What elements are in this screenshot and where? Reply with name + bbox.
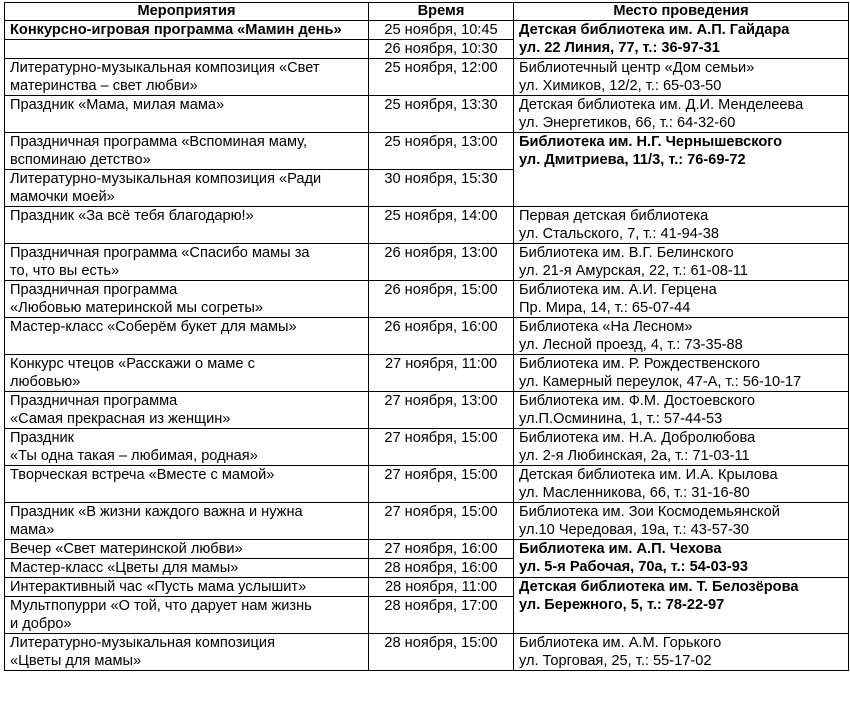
- event-cell: [5, 133, 369, 170]
- event-text: Конкурс чтецов «Расскажи о маме с: [10, 356, 255, 372]
- event-cell: [5, 96, 369, 133]
- table-row: [5, 429, 849, 466]
- table-row: [5, 355, 849, 392]
- time-cell: 25 ноября, 13:00: [369, 133, 514, 170]
- place-name: Библиотека им. Р. Рождественского: [519, 356, 761, 372]
- table-row: [5, 318, 849, 355]
- place-address: ул. Масленникова, 66, т.: 31-16-80: [519, 485, 750, 501]
- event-cell: [5, 597, 369, 634]
- table-row: [5, 540, 849, 559]
- event-cell: [5, 207, 369, 244]
- table-row: [5, 392, 849, 429]
- place-name: Детская библиотека им. Т. Белозёрова: [519, 579, 799, 595]
- place-address: ул. 2-я Любинская, 2а, т.: 71-03-11: [519, 448, 750, 464]
- place-name: Библиотека им. А.М. Горького: [519, 635, 722, 651]
- place-cell: [514, 318, 849, 355]
- place-name: Первая детская библиотека: [519, 208, 709, 224]
- place-cell: [514, 244, 849, 281]
- event-text: «Ты одна такая – любимая, родная»: [10, 448, 258, 464]
- place-address: ул. 21-я Амурская, 22, т.: 61-08-11: [519, 263, 748, 279]
- place-address: ул. Химиков, 12/2, т.: 65-03-50: [519, 78, 722, 94]
- place-cell: [514, 59, 849, 96]
- event-cell: [5, 170, 369, 207]
- time-cell: 26 ноября, 16:00: [369, 318, 514, 355]
- time-cell: 27 ноября, 15:00: [369, 466, 514, 503]
- event-cell: [5, 40, 369, 59]
- place-cell: [514, 355, 849, 392]
- event-cell: [5, 559, 369, 578]
- event-text: материнства – свет любви»: [10, 78, 198, 94]
- event-text: Праздничная программа: [10, 282, 178, 298]
- event-text: Праздник «За всё тебя благодарю!»: [10, 208, 254, 224]
- time-cell: 27 ноября, 15:00: [369, 503, 514, 540]
- place-address: ул. Лесной проезд, 4, т.: 73-35-88: [519, 337, 743, 353]
- place-address: ул. Камерный переулок, 47-А, т.: 56-10-17: [519, 374, 802, 390]
- place-address: ул. 5-я Рабочая, 70а, т.: 54-03-93: [519, 559, 748, 575]
- place-address: ул. Торговая, 25, т.: 55-17-02: [519, 653, 712, 669]
- event-text: Творческая встреча «Вместе с мамой»: [10, 467, 275, 483]
- event-text: Праздник: [10, 430, 75, 446]
- time-cell: 27 ноября, 16:00: [369, 540, 514, 559]
- time-cell: 26 ноября, 13:00: [369, 244, 514, 281]
- place-address: ул. Стальского, 7, т.: 41-94-38: [519, 226, 719, 242]
- event-text: «Цветы для мамы»: [10, 653, 142, 669]
- event-cell: [5, 578, 369, 597]
- time-cell: 28 ноября, 17:00: [369, 597, 514, 634]
- place-cell: [514, 96, 849, 133]
- place-name: Детская библиотека им. Д.И. Менделеева: [519, 97, 804, 113]
- place-name: Детская библиотека им. И.А. Крылова: [519, 467, 778, 483]
- event-text: Вечер «Свет материнской любви»: [10, 541, 243, 557]
- event-text: Мультпопурри «О той, что дарует нам жизнь: [10, 598, 312, 614]
- event-text: Конкурсно-игровая программа «Мамин день»: [10, 22, 342, 38]
- place-address: ул. Дмитриева, 11/3, т.: 76-69-72: [519, 152, 746, 168]
- place-name: Библиотека им. В.Г. Белинского: [519, 245, 734, 261]
- event-cell: [5, 634, 369, 671]
- place-name: Библиотека «На Лесном»: [519, 319, 693, 335]
- event-text: «Самая прекрасная из женщин»: [10, 411, 231, 427]
- place-cell: [514, 466, 849, 503]
- place-cell: [514, 540, 849, 578]
- event-text: Мастер-класс «Цветы для мамы»: [10, 560, 239, 576]
- time-cell: 25 ноября, 10:45: [369, 21, 514, 40]
- place-cell: [514, 578, 849, 634]
- time-cell: 25 ноября, 13:30: [369, 96, 514, 133]
- header-event: Мероприятия: [5, 3, 369, 21]
- event-cell: [5, 21, 369, 40]
- table-row: [5, 634, 849, 671]
- time-cell: 25 ноября, 12:00: [369, 59, 514, 96]
- table-row: [5, 59, 849, 96]
- event-text: «Любовью материнской мы согреты»: [10, 300, 263, 316]
- place-name: Детская библиотека им. А.П. Гайдара: [519, 22, 790, 38]
- table-row: [5, 578, 849, 597]
- place-name: Библиотека им. А.И. Герцена: [519, 282, 717, 298]
- event-text: Праздничная программа: [10, 393, 178, 409]
- table-row: [5, 503, 849, 540]
- place-address: ул. Энергетиков, 66, т.: 64-32-60: [519, 115, 736, 131]
- time-cell: 28 ноября, 15:00: [369, 634, 514, 671]
- event-cell: [5, 392, 369, 429]
- event-cell: [5, 429, 369, 466]
- event-text: то, что вы есть»: [10, 263, 120, 279]
- place-name: Библиотека им. Зои Космодемьянской: [519, 504, 780, 520]
- event-cell: [5, 59, 369, 96]
- event-text: Интерактивный час «Пусть мама услышит»: [10, 579, 307, 595]
- place-name: Библиотека им. Ф.М. Достоевского: [519, 393, 756, 409]
- time-cell: 28 ноября, 11:00: [369, 578, 514, 597]
- place-cell: [514, 392, 849, 429]
- place-address: ул. 22 Линия, 77, т.: 36-97-31: [519, 40, 720, 56]
- event-cell: [5, 355, 369, 392]
- event-cell: [5, 244, 369, 281]
- place-cell: [514, 281, 849, 318]
- event-cell: [5, 318, 369, 355]
- time-cell: 28 ноября, 16:00: [369, 559, 514, 578]
- event-text: и добро»: [10, 616, 72, 632]
- place-cell: [514, 133, 849, 207]
- event-text: мама»: [10, 522, 55, 538]
- event-text: мамочки моей»: [10, 189, 115, 205]
- place-address: ул.П.Осминина, 1, т.: 57-44-53: [519, 411, 723, 427]
- event-text: Литературно-музыкальная композиция: [10, 635, 275, 651]
- time-cell: 27 ноября, 11:00: [369, 355, 514, 392]
- event-text: Мастер-класс «Соберём букет для мамы»: [10, 319, 297, 335]
- event-cell: [5, 466, 369, 503]
- time-cell: 27 ноября, 15:00: [369, 429, 514, 466]
- time-cell: 30 ноября, 15:30: [369, 170, 514, 207]
- place-name: Библиотека им. Н.А. Добролюбова: [519, 430, 756, 446]
- events-table: [4, 2, 849, 671]
- header-time: Время: [369, 3, 514, 21]
- event-text: вспоминаю детство»: [10, 152, 151, 168]
- event-cell: [5, 540, 369, 559]
- event-text: Литературно-музыкальная композиция «Свет: [10, 60, 320, 76]
- place-address: Пр. Мира, 14, т.: 65-07-44: [519, 300, 691, 316]
- table-row: [5, 466, 849, 503]
- place-cell: [514, 207, 849, 244]
- place-name: Библиотека им. А.П. Чехова: [519, 541, 722, 557]
- table-row: [5, 133, 849, 170]
- place-address: ул. Бережного, 5, т.: 78-22-97: [519, 597, 725, 613]
- event-text: любовью»: [10, 374, 81, 390]
- event-text: Праздник «Мама, милая мама»: [10, 97, 225, 113]
- place-cell: [514, 503, 849, 540]
- event-text: Праздничная программа «Спасибо мамы за: [10, 245, 310, 261]
- place-address: ул.10 Чередовая, 19а, т.: 43-57-30: [519, 522, 750, 538]
- event-text: Праздник «В жизни каждого важна и нужна: [10, 504, 303, 520]
- place-name: Библиотечный центр «Дом семьи»: [519, 60, 755, 76]
- header-place: Место проведения: [514, 3, 849, 21]
- place-cell: [514, 21, 849, 59]
- time-cell: 27 ноября, 13:00: [369, 392, 514, 429]
- event-cell: [5, 503, 369, 540]
- event-text: Литературно-музыкальная композиция «Ради: [10, 171, 322, 187]
- event-text: Праздничная программа «Вспоминая маму,: [10, 134, 308, 150]
- time-cell: 25 ноября, 14:00: [369, 207, 514, 244]
- table-row: [5, 21, 849, 40]
- header-row: [5, 3, 849, 21]
- time-cell: 26 ноября, 10:30: [369, 40, 514, 59]
- event-cell: [5, 281, 369, 318]
- table-row: [5, 207, 849, 244]
- table-row: [5, 96, 849, 133]
- place-cell: [514, 634, 849, 671]
- table-row: [5, 281, 849, 318]
- place-cell: [514, 429, 849, 466]
- time-cell: 26 ноября, 15:00: [369, 281, 514, 318]
- table-row: [5, 244, 849, 281]
- place-name: Библиотека им. Н.Г. Чернышевского: [519, 134, 783, 150]
